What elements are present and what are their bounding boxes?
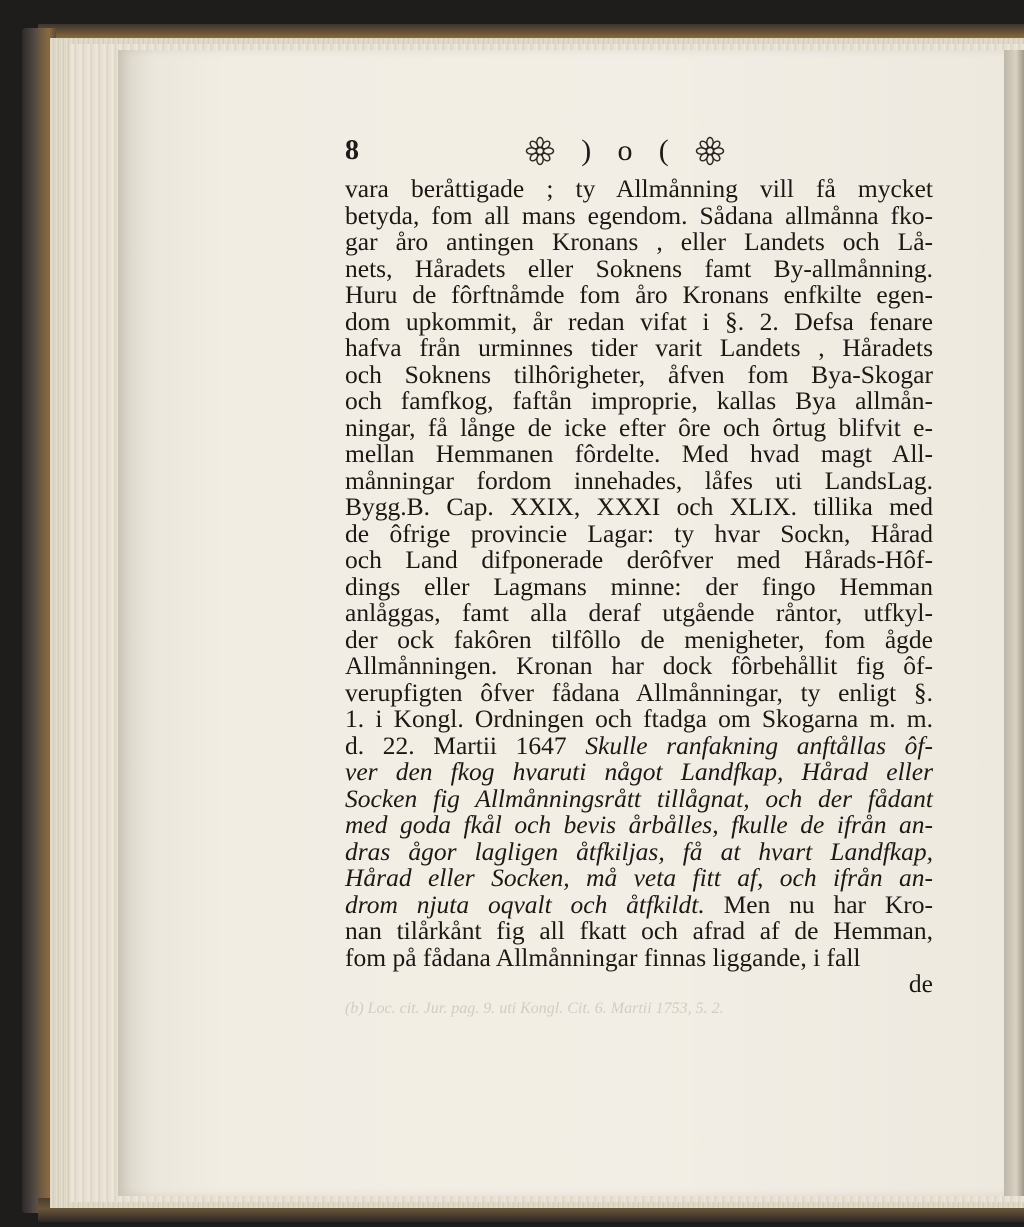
text-line-roman: de: [908, 969, 933, 998]
text-line: [345, 465, 933, 495]
flower-ornament-icon: [695, 136, 725, 166]
page-right-edge: [1004, 50, 1024, 1196]
text-line: [345, 200, 933, 230]
text-line: [345, 176, 933, 203]
text-line: [345, 677, 933, 707]
text-line-roman: månningar fordom innehades, låfes uti LandsLag.: [345, 465, 933, 495]
text-line: [345, 812, 933, 839]
text-line-roman: Men nu har Kro-: [704, 889, 933, 919]
page-header: [345, 133, 935, 169]
text-line-italic: drom njuta oqvalt och åtfkildt.: [345, 889, 705, 919]
text-line-italic: med goda fkål och bevis årbålles, fkulle de ifrån an-: [345, 810, 933, 839]
text-line-italic: Skulle ranfakning anftållas ôf-: [585, 730, 933, 760]
page-number: 8: [345, 135, 359, 166]
text-line-roman: gar åro antingen Kronans , eller Landets och Lå-: [345, 227, 933, 256]
text-line: [345, 441, 933, 468]
text-line: [345, 653, 933, 680]
text-line: [345, 335, 933, 362]
text-line: [345, 412, 933, 442]
flower-ornament-icon: [525, 136, 555, 166]
text-line-roman: der ock fakôren tilfôllo de menigheter, fom ågde: [345, 624, 933, 654]
text-line: [345, 942, 933, 972]
text-line: [345, 865, 933, 892]
text-line-roman: betyda, fom all mans egendom. Sådana allmånna fko-: [345, 200, 933, 230]
page-body-text: [345, 176, 933, 998]
header-paren-right: (: [658, 134, 669, 167]
text-line: [345, 306, 933, 336]
text-line-roman: mellan Hemmanen fôrdelte. Med hvad magt All-: [345, 439, 933, 468]
text-line: [345, 730, 933, 760]
text-line-roman: och Soknens tilhôrigheter, åfven fom Bya-Skogar: [345, 359, 933, 389]
text-line-roman: hafva från urminnes tider varit Landets , Håradets: [345, 333, 933, 362]
text-line: [345, 783, 933, 813]
text-line: [345, 359, 933, 389]
text-line: [345, 571, 933, 601]
text-line: [345, 229, 933, 256]
text-line-roman: fom på fådana Allmånningar finnas liggande, i fall: [345, 942, 861, 972]
text-line: [345, 547, 933, 574]
text-line-italic: Hårad eller Socken, må veta fitt af, och ifrån an-: [345, 863, 933, 892]
text-line: [345, 282, 933, 309]
text-line-roman: ningar, få långe de icke efter ôre och ôrtug blifvit e-: [345, 412, 933, 442]
text-line-italic: dras ågor lagligen åtfkiljas, få at hvart Landfkap,: [345, 836, 933, 866]
text-line-roman: nets, Håradets eller Soknens famt By-allmånning.: [345, 253, 933, 283]
text-line-roman: Allmånningen. Kronan har dock fôrbehållit fig ôf-: [345, 651, 933, 680]
text-line: [345, 706, 933, 733]
text-line-roman: d. 22. Martii 1647: [345, 730, 586, 760]
text-line-roman: Bygg.B. Cap. XXIX, XXXI och XLIX. tillika med: [345, 492, 933, 521]
text-line-italic: Socken fig Allmånningsrått tillågnat, och der fådant: [345, 783, 933, 813]
text-line-roman: verupfigten ôfver fådana Allmånningar, ty enligt §.: [345, 677, 933, 707]
text-line: [345, 600, 933, 627]
text-line-roman: och famfkog, faftån improprie, kallas Bya allmån-: [345, 386, 933, 415]
text-line: [345, 494, 933, 521]
text-line: [345, 388, 933, 415]
text-line-roman: nan tilårkånt fig all fkatt och afrad af de Hemman,: [345, 916, 933, 945]
text-line-roman: dom upkommit, år redan vifat i §. 2. Defsa fenare: [345, 306, 933, 336]
header-paren-left: ): [581, 134, 592, 167]
text-line: [345, 918, 933, 945]
text-line-roman: Huru de fôrftnåmde fom åro Kronans enfkilte egen-: [345, 280, 933, 309]
text-line-roman: de ôfrige provincie Lagar: ty hvar Sockn, Hårad: [345, 518, 933, 548]
text-line-roman: anlåggas, famt alla deraf utgående råntor, utfkyl-: [345, 598, 933, 627]
text-line-roman: dings eller Lagmans minne: der fingo Hemman: [345, 571, 933, 601]
text-line: [345, 253, 933, 283]
text-line: [345, 971, 933, 998]
text-line: [345, 518, 933, 548]
text-line-italic: ver den fkog hvaruti något Landfkap, Hårad eller: [345, 757, 933, 786]
text-line-roman: 1. i Kongl. Ordningen och ftadga om Skogarna m. m.: [345, 704, 933, 733]
text-line: [345, 624, 933, 654]
header-circle: o: [617, 134, 633, 167]
bleed-through-text: (b) Loc. cit. Jur. pag. 9. uti Kongl. Cit. 6. Martii 1753, 5. 2.: [345, 1000, 724, 1017]
text-line: [345, 889, 933, 919]
text-line: [345, 759, 933, 786]
text-line: [345, 836, 933, 866]
header-ornament: [525, 133, 725, 169]
text-line-roman: och Land difponerade derôfver med Hårads-Hôf-: [345, 545, 933, 574]
text-line-roman: vara beråttigade ; ty Allmånning vill få mycket: [345, 174, 933, 203]
